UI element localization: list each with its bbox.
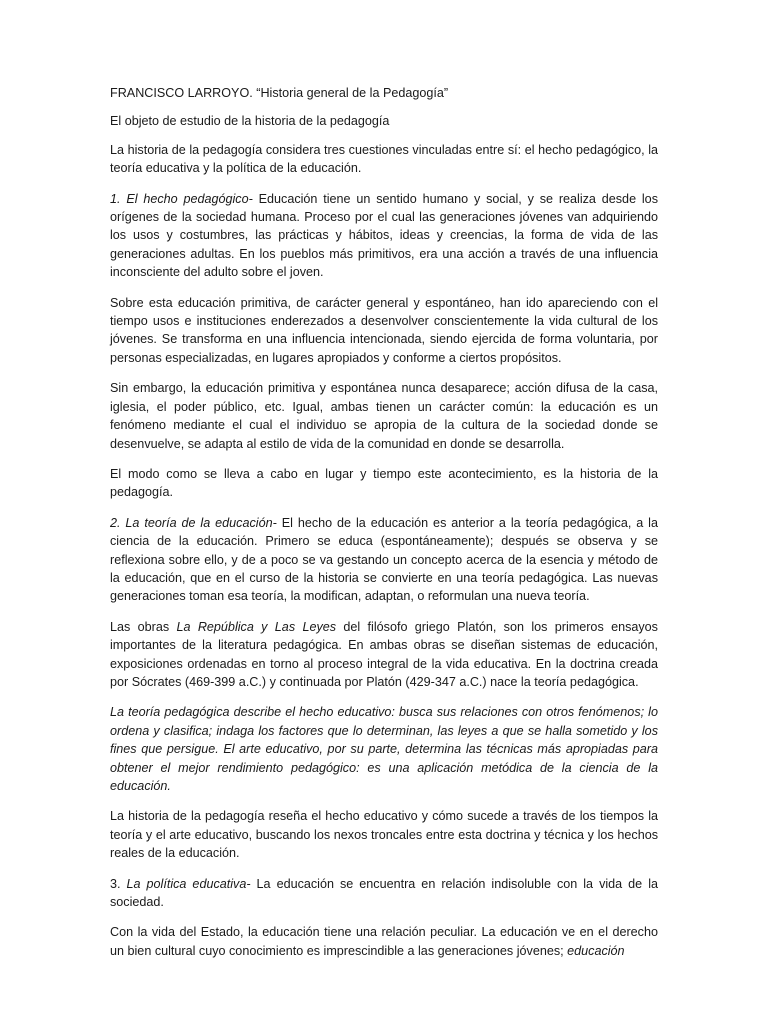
paragraph-obras: [110, 618, 658, 692]
section-1-label: 1. El hecho pedagógico-: [110, 191, 253, 206]
obras-post: del filósofo griego Platón, son los primeros ensayos importantes de la literatura pedagógica. En ambas obras se diseñan sistemas de educación, exposiciones ordenadas en torno al proceso integral de la vida educativa. En la doctrina creada por Sócrates (469-399 a.C.) y continuada por Platón (429-347 a.C.) nace la teoría pedagógica.: [110, 619, 658, 689]
section-2-label: 2. La teoría de la educación-: [110, 515, 277, 530]
section-2-paragraph: [110, 514, 658, 606]
section-3-paragraph: [110, 875, 658, 912]
section-2-text: El hecho de la educación es anterior a la teoría pedagógica, a la ciencia de la educación. Primero se educa (espontáneamente); después se observa y se reflexiona sobre ello, y de a poco se va gestando un concepto acerca de la esencia y método de la educación, que en el curso de la historia se convierte en una teoría pedagógica. Las nuevas generaciones toman esa teoría, la modifican, adaptan, o reformulan una nueva teoría.: [110, 515, 658, 604]
document-title: FRANCISCO LARROYO. “Historia general de la Pedagogía”: [110, 86, 449, 100]
section-1-text: Educación tiene un sentido humano y social, y se realiza desde los orígenes de la sociedad humana. Proceso por el cual las generaciones jóvenes van adquiriendo los usos y costumbres, las prácticas y hábitos, ideas y creencias, la forma de vida de las generaciones adultas. En los pueblos más primitivos, era una acción a través de una influencia inconsciente del adulto sobre el joven.: [110, 191, 658, 280]
obras-pre: Las obras: [110, 619, 177, 634]
paragraph-modo: El modo como se lleva a cabo en lugar y tiempo este acontecimiento, es la historia de la pedagogía.: [110, 466, 658, 500]
section-3-text: La educación se encuentra en relación indisoluble con la vida de la sociedad.: [110, 876, 658, 910]
paragraph-sin-embargo: Sin embargo, la educación primitiva y espontánea nunca desaparece; acción difusa de la casa, iglesia, el poder público, etc. Igual, ambas tienen un carácter común: la educación es un fenómeno mediante el cual el individuo se apropia de la cultura de la sociedad donde se desenvuelve, se adapta al estilo de vida de la comunidad en donde se desarrolla.: [110, 381, 658, 451]
estado-tail: educación: [567, 943, 625, 958]
section-1-paragraph: [110, 190, 658, 282]
section-3-label: La política educativa-: [126, 876, 251, 891]
obras-works: La República y Las Leyes: [176, 619, 337, 634]
paragraph-teoria-italic: La teoría pedagógica describe el hecho educativo: busca sus relaciones con otros fenómenos; lo ordena y clasifica; indaga los factores que lo determinan, las leyes a que se halla sometido y los fines que persigue. El arte educativo, por su parte, determina las técnicas más apropiadas para obtener el mejor rendimiento pedagógico: es una aplicación metódica de la ciencia de la educación.: [110, 705, 658, 793]
paragraph-estado: [110, 923, 658, 960]
section-3-number: 3.: [110, 876, 127, 891]
paragraph-historia: La historia de la pedagogía reseña el hecho educativo y cómo sucede a través de los tiempos la teoría y el arte educativo, buscando los nexos troncales entre esta doctrina y técnica y los hechos reales de la educación.: [110, 809, 658, 861]
estado-text: Con la vida del Estado, la educación tiene una relación peculiar. La educación ve en el derecho un bien cultural cuyo conocimiento es imprescindible a las generaciones jóvenes;: [110, 925, 658, 958]
section-heading: El objeto de estudio de la historia de la pedagogía: [110, 114, 390, 129]
paragraph-sobre: Sobre esta educación primitiva, de carácter general y espontáneo, han ido apareciendo con el tiempo usos e instituciones enderezados a desenvolver conscientemente la vida cultural de los jóvenes. Se transforma en una influencia intencionada, siendo ejercida de forma voluntaria, por personas especializadas, en lugares apropiados y conforme a ciertos propósitos.: [110, 295, 658, 365]
intro-paragraph: La historia de la pedagogía considera tres cuestiones vinculadas entre sí: el hecho pedagógico, la teoría educativa y la política de la educación.: [110, 142, 658, 176]
